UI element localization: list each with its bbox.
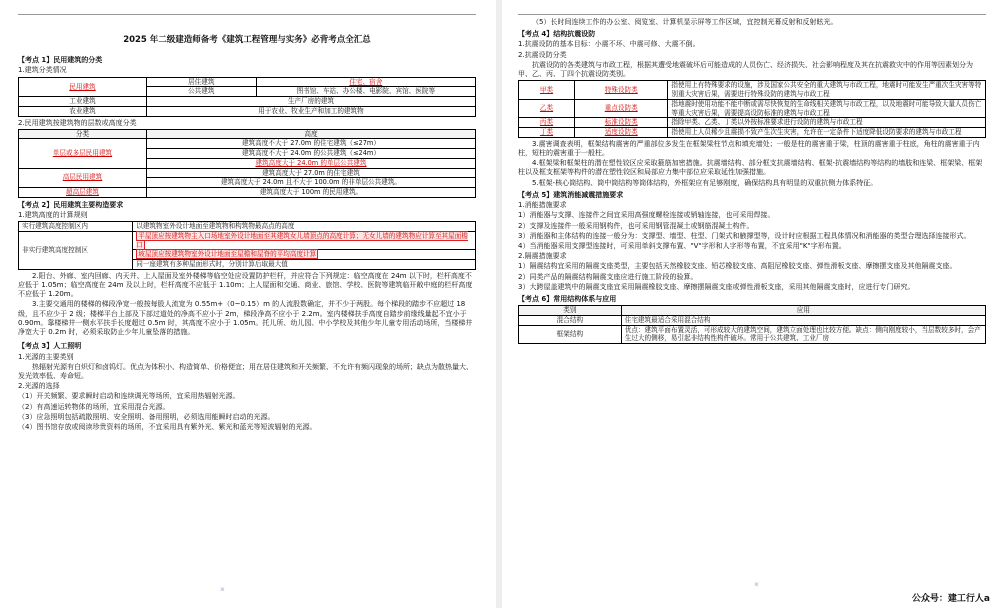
table-cell: 建筑高度不大于 24.0m 的公共建筑（≤24m）	[146, 149, 475, 159]
k2-heading: 【考点 2】民用建筑主要构造要求	[18, 200, 124, 209]
table-row	[19, 187, 476, 197]
table-header: 高度	[146, 129, 475, 139]
table-cell: 图书馆、车站、办公楼、电影院、宾馆、医院等	[256, 87, 475, 97]
table-row	[519, 118, 986, 128]
table-cell: 生产厂房的建筑	[146, 97, 475, 107]
table-header: 类别	[519, 306, 622, 316]
k3-heading: 【考点 3】人工照明	[18, 342, 82, 351]
table-row	[19, 231, 476, 249]
table-cell: 特殊设防类	[604, 85, 638, 94]
table-cell: 乙类	[539, 104, 554, 113]
k3-s1: 1.光源的主要类别	[18, 352, 74, 361]
height-class-table	[18, 129, 476, 198]
k4-heading: 【考点 4】结构抗震设防	[518, 30, 596, 39]
table-cell: 适度设防类	[604, 127, 638, 136]
table-cell: 同一座建筑有多种屋面形式时，分别计算后取最大值	[133, 259, 476, 269]
table-cell: 坡屋顶应按建筑物室外设计地面至屋檐和屋脊的平均高度计算	[138, 250, 317, 259]
k4-p1: 抗震设防的各类建筑与市政工程，根据其遭受地震破坏后可能造成的人员伤亡、经济损失、社会影响程度及其在抗震救灾中的作用等因素划分为甲、乙、丙、丁四个抗震设防类别。	[518, 60, 973, 79]
table-cell: 标准设防类	[604, 118, 638, 127]
table-header: 分类	[19, 129, 147, 139]
table-cell: 以建筑物室外设计地面至建筑物和构筑物最高点的高度	[133, 222, 476, 232]
table-row	[19, 77, 476, 87]
table-cell: 甲类	[539, 85, 554, 94]
table-cell: 建筑高度大于 24.0m 且不大于 100.0m 的非单层公共建筑。	[146, 178, 475, 188]
seismic-class-table	[518, 80, 986, 137]
table-cell: 公共建筑	[146, 87, 256, 97]
list-item: 2）支撑及连接件一般采用钢构件，也可采用钢管混凝土或钢筋混凝土构件。	[518, 221, 754, 230]
list-item: 2）同类产品的隔震结构隔震支座应进行施工阶段的验算。	[518, 272, 698, 281]
watermark: ✦	[751, 578, 764, 592]
footer-account: 公众号：建工行人a	[911, 594, 990, 605]
list-item: （2）有高速运转物体的场所，宜采用混合光源。	[18, 402, 170, 411]
k3-p1: 热辐射光源有白炽灯和卤钨灯。优点为体积小、构造简单、价格便宜；用在居住建筑和开关频繁、不允许有频闪现象的场所；缺点为散热量大、发光效率低、寿命短。	[18, 362, 473, 380]
table-cell: 框架结构	[519, 325, 622, 343]
table-cell: 住宅、宿舍	[349, 77, 383, 86]
table-row	[519, 127, 986, 137]
table-row	[519, 99, 986, 117]
table-cell: 丁类	[539, 127, 554, 136]
table-cell: 优点：建筑平面布置灵活，可形成较大的建筑空间，建筑立面处理也比较方便。缺点：侧向刚度较小，当层数较多时，会产生过大的侧移，易引起非结构性构件破坏。常用于公共建筑、工业厂房	[621, 325, 985, 343]
list-item: 1）隔震结构宜采用的隔震支座类型，主要包括天然橡胶支座、铅芯橡胶支座、高阻尼橡胶支座、弹性滑板支座、摩擦摆支座及其他隔震支座。	[518, 262, 957, 271]
right-page	[504, 0, 1000, 608]
k3-s2: 2.光源的选择	[18, 382, 60, 391]
table-cell: 建筑高度大于 24.0m 的单层公共建筑	[255, 158, 367, 167]
k4-p3: 4.框架梁和框架柱的潜在塑性铰区应采取箍筋加密措施。抗震墙结构、部分框支抗震墙结构、框架-抗震墙结构等结构的墙肢和连梁、框架梁、框架柱以及框支框架等构件的潜在塑性铰区和局部应力集中部位应采取延性加强措施。	[518, 159, 983, 177]
k4-s1: 1.抗震设防的基本目标：小震不坏、中震可修、大震不倒。	[518, 40, 700, 49]
k5-s2: 2.隔震措施要求	[518, 252, 567, 261]
height-rule-table	[18, 221, 476, 270]
table-cell: 非实行建筑高度控制区	[19, 231, 133, 269]
table-cell: 农业建筑	[19, 106, 147, 116]
k6-heading: 【考点 6】常用结构体系与应用	[518, 295, 617, 304]
building-class-table	[18, 77, 476, 117]
k2-s1: 1.建筑高度的计算规则	[18, 210, 88, 219]
list-item: （3）应急照明包括疏散照明、安全照明、备用照明，必须选用能瞬时启动的光源。	[18, 412, 275, 421]
table-cell: 指使用上人员稀少且震损不致产生次生灾害，允许在一定条件下适度降低设防要求的建筑与市政工程	[668, 127, 986, 137]
k1-s1: 1.建筑分类情况	[18, 66, 67, 75]
r-top: （5）长时间连续工作的办公室、阅览室、计算机显示屏等工作区域，宜控制光幕反射和反射眩光。	[532, 18, 838, 26]
k5-heading: 【考点 5】建筑消能减震措施要求	[518, 190, 624, 199]
table-row	[19, 168, 476, 178]
table-row	[519, 316, 986, 326]
table-header-row	[519, 306, 986, 316]
table-cell: 建筑高度大于 100m 的民用建筑。	[146, 187, 475, 197]
list-item: （1）开关频繁、要求瞬时启动和连续调光等场所，宜采用热辐射光源。	[18, 392, 240, 401]
structure-system-table	[518, 305, 986, 344]
k2-p1: 2.阳台、外廊、室内回廊、内天井、上人屋面及室外楼梯等临空处应设置防护栏杆，并应符合下列规定：临空高度在 24m 以下时，栏杆高度不应低于 1.05m；临空高度在 24m 及以上时，栏杆高度不应低于 1.10m；上人屋面和交通、商业、旅馆、学校、医院等建筑临开敞中庭的栏杆高度不应低于 1.20m。	[18, 271, 473, 299]
table-row	[19, 139, 476, 149]
table-cell: 居住建筑	[146, 77, 256, 87]
list-item: 4）当消能器采用支撑型连接时，可采用单斜支撑布置、"V"字形和人字形等布置，不宜采用"K"字形布置。	[518, 241, 846, 250]
table-row	[19, 106, 476, 116]
table-cell: 混合结构	[519, 316, 622, 326]
table-cell: 重点设防类	[604, 104, 638, 113]
k2-p2: 3.主要交通用的楼梯的梯段净宽一般按每股人流宽为 0.55m+（0~0.15）m 的人流股数确定，并不少于两股。每个梯段的踏步不应超过 18 级，且不应少于 2 级；楼梯平台上部及下部过道处的净高不应小于 2m，梯段净高不应小于 2.2m。室内楼梯扶手高度自踏步前缘线量起不宜小于 0.90m。靠楼梯井一侧水平扶手长度超过 0.5m 时，其高度不应小于 1.05m。托儿所、幼儿园、中小学校及其他少年儿童专用活动场所，当楼梯井净宽大于 0.2m 时，必须采取防止少年儿童坠落的措施。	[18, 300, 473, 337]
top-rule	[18, 14, 476, 15]
document-title: 2025 年二级建造师备考《建筑工程管理与实务》必背考点全汇总	[123, 35, 371, 45]
table-header: 应用	[621, 306, 985, 316]
k5-s1: 1.消能措施要求	[518, 201, 567, 210]
table-cell: 指使用上有特殊要求的设施，涉及国家公共安全的重大建筑与市政工程，地震时可能发生严重次生灾害等特别重大灾害后果，需要进行特殊设防的建筑与市政工程	[668, 81, 986, 99]
k4-p4: 5.框架-核心筒结构、筒中筒结构等筒体结构，外框架应有足够刚度，确保结构具有明显的双重抗侧力体系特征。	[532, 178, 878, 187]
list-item: 3）大跨屋盖建筑中的隔震支座宜采用隔震橡胶支座、摩擦摆隔震支座或弹性滑板支座，采用其他隔震支座时，应进行专门研究。	[518, 282, 915, 291]
k1-s2: 2.民用建筑按建筑物的层数或高度分类	[18, 118, 137, 127]
table-cell: 建筑高度不大于 27.0m 的住宅建筑（≤27m）	[146, 139, 475, 149]
table-cell: 平屋顶应按建筑物主入口场地室外设计地面至其建筑女儿墙顶点的高度计算；无女儿墙的建筑物应计算至其屋面檐口	[136, 231, 468, 249]
list-item: 1）消能器与支撑、连接件之间宜采用高强度螺栓连接或销轴连接，也可采用焊接。	[518, 211, 775, 220]
table-row	[519, 81, 986, 99]
top-rule	[518, 14, 986, 15]
table-cell: 丙类	[539, 118, 554, 127]
table-row	[519, 325, 986, 343]
table-row	[19, 97, 476, 107]
list-item: 3）消能器和主体结构的连接一般分为：支撑型、墙型、柱型、门架式和腋撑型等，设计时应根据工程具体情况和消能器的类型合理选择连接形式。	[518, 231, 971, 240]
table-cell: 指除甲类、乙类、丁类以外按标准要求进行设防的建筑与市政工程	[668, 118, 986, 128]
table-cell: 建筑高度大于 27.0m 的住宅建筑	[146, 168, 475, 178]
table-header-row	[19, 129, 476, 139]
k1-heading: 【考点 1】民用建筑的分类	[18, 56, 103, 65]
table-cell: 民用建筑	[69, 82, 96, 91]
page-gap	[496, 0, 502, 608]
list-item: （4）图书馆存放或阅读珍贵资料的场所，不宜采用具有紫外光、紫光和蓝光等短波辐射的光源。	[18, 423, 317, 432]
k4-s2: 2.抗震设防分类	[518, 50, 567, 59]
table-cell: 用于农业、牧业生产和加工的建筑物	[146, 106, 475, 116]
table-cell: 实行建筑高度控制区内	[19, 222, 133, 232]
left-page	[0, 0, 494, 608]
table-row	[19, 222, 476, 232]
watermark: ✦	[217, 583, 230, 597]
table-cell: 住宅建筑最适合采用混合结构	[621, 316, 985, 326]
table-cell: 工业建筑	[19, 97, 147, 107]
table-cell: 指地震时使用功能不能中断或需尽快恢复的生命线相关建筑与市政工程，以及地震时可能导致大量人员伤亡等重大灾害后果，需要提高设防标准的建筑与市政工程	[668, 99, 986, 117]
table-cell: 超高层建筑	[65, 187, 99, 196]
table-cell: 单层或多层民用建筑	[52, 149, 113, 158]
table-cell: 高层民用建筑	[62, 173, 103, 182]
k4-p2: 3.震害调查表明，框架结构震害的严重部位多发生在框架梁柱节点和填充墙处；一般是柱的震害重于梁，柱顶的震害重于柱底，角柱的震害重于内柱，短柱的震害重于一般柱。	[518, 139, 980, 157]
